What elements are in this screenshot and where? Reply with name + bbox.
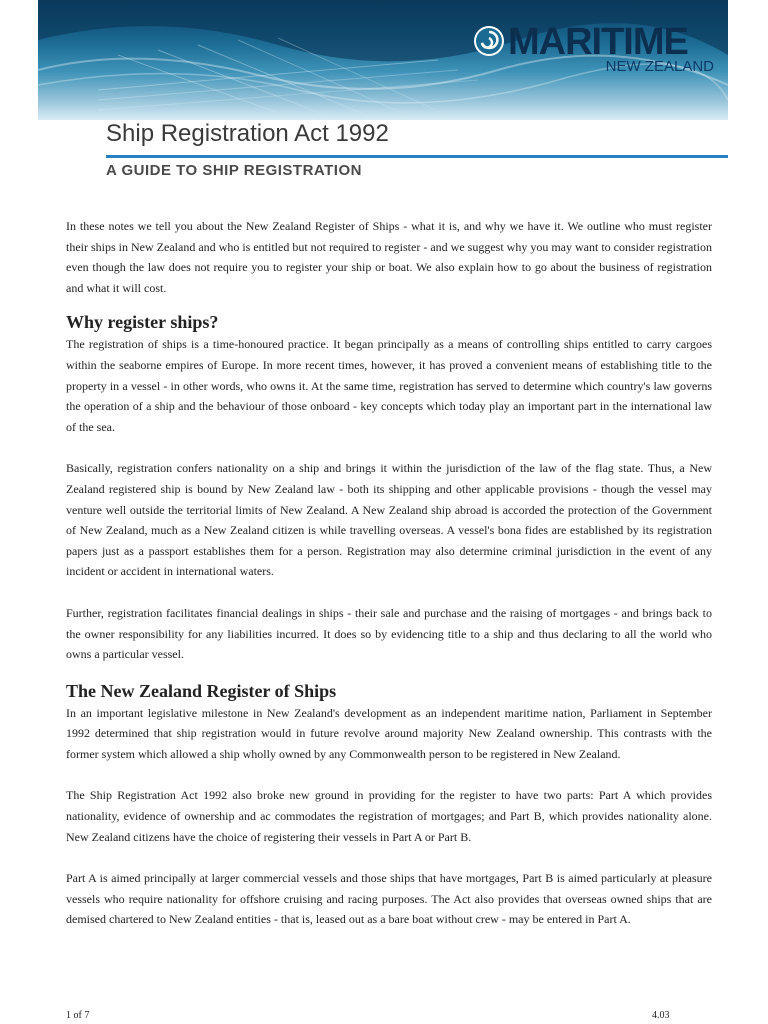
- paragraph: The Ship Registration Act 1992 also broke new ground in providing for the register to have two parts: Part A which provides nationality, evidence of ownership and ac commodates the registration of mortgages; and Part B, which provides nationality alone. New Zealand citizens have the choice of registering their vessels in Part A or Part B.: [66, 788, 712, 844]
- paragraph: Basically, registration confers nationality on a ship and brings it within the jurisdiction of the law of the flag state. Thus, a New Zealand registered ship is bound by New Zealand law - both its shipping and other applicable provisions - though the vessel may venture well outside the territorial limits of New Zealand. A New Zealand ship abroad is accorded the protection of the Government of New Zealand, much as a New Zealand citizen is while travelling overseas. A vessel's bona fides are established by its registration papers just as a passport establishes them for a person. Registration may also determine criminal jurisdiction in the event of any incident or accident in international waters.: [66, 461, 712, 579]
- logo-subtitle: NEW ZEALAND: [605, 58, 714, 75]
- maritime-nz-logo: [474, 22, 714, 82]
- header-banner: [38, 0, 728, 120]
- intro-paragraph: In these notes we tell you about the New Zealand Register of Ships - what it is, and why we have it. We outline who must register their ships in New Zealand and who is entitled but not required to register - and we suggest why you may want to consider registration even though the law does not require you to register your ship or boat. We also explain how to go about the business of registration and what it will cost.: [66, 219, 712, 295]
- paragraph: Part A is aimed principally at larger commercial vessels and those ships that have mortgages, Part B is aimed particularly at pleasure vessels who require nationality for offshore cruising and racing purposes. The Act also provides that overseas owned ships that are demised chartered to New Zealand entities - that is, leased out as a bare boat without crew - may be entered in Part A.: [66, 871, 712, 927]
- page-number: 1 of 7: [66, 1010, 90, 1021]
- section-heading-why-register: Why register ships?: [66, 312, 219, 333]
- logo-wordmark: MARITIME: [508, 21, 688, 63]
- page-subtitle: A GUIDE TO SHIP REGISTRATION: [106, 162, 362, 179]
- page-title: Ship Registration Act 1992: [106, 120, 389, 147]
- paragraph: Further, registration facilitates financial dealings in ships - their sale and purchase and the raising of mortgages - and brings back to the owner responsibility for any liabilities incurred. It does so by evidencing title to a ship and thus declaring to all the world who owns a particular vessel.: [66, 605, 712, 662]
- koru-icon: [474, 26, 504, 56]
- title-rule: [106, 155, 728, 158]
- section-heading-nz-register: The New Zealand Register of Ships: [66, 680, 337, 701]
- paragraph: The registration of ships is a time-honoured practice. It began principally as a means of controlling ships entitled to carry cargoes within the seaborne empires of Europe. In more recent times, however, it has proved a convenient means of establishing title to the property in a vessel - in other words, who owns it. At the same time, registration has served to determine which country's law governs the operation of a ship and the behaviour of those onboard - key concepts which today play an important part in the international law of the sea.: [66, 337, 712, 434]
- version-number: 4.03: [652, 1010, 670, 1021]
- paragraph: In an important legislative milestone in New Zealand's development as an independent maritime nation, Parliament in September 1992 determined that ship registration would in future revolve around majority New Zealand ownership. This contrasts with the former system which allowed a ship wholly owned by any Commonwealth person to be registered in New Zealand.: [66, 705, 712, 761]
- document-body: [66, 216, 712, 930]
